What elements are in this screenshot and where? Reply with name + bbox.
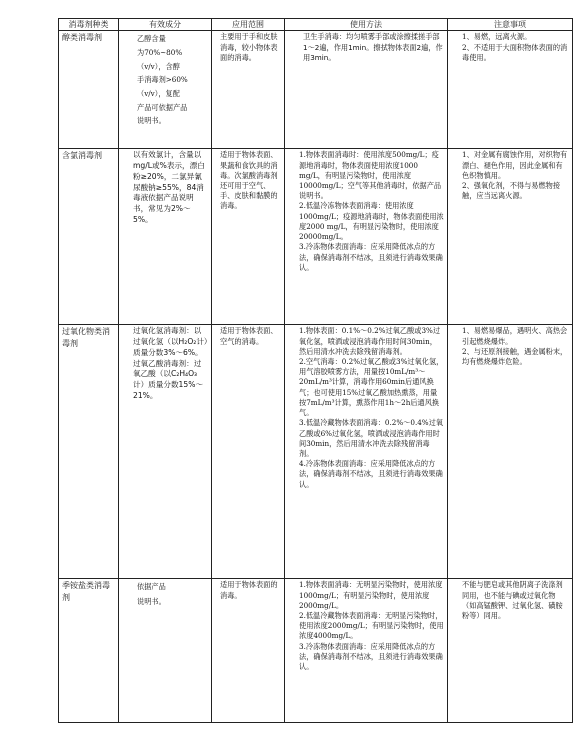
cell-notes: 1、易燃，远离火源。 2、不适用于大面积物体表面的消毒使用。 <box>448 31 573 149</box>
cell-notes: 1、易燃易爆品，遇明火、高热会引起燃烧爆炸。 2、与还原剂接触，遇金属粉末，均有燃烧爆炸危险。 <box>448 325 573 579</box>
cell-ingredient: 乙醇含量 为70%~80% （v/v），含醇 手消毒剂>60% （v/v），复配 产品可依据产品 说明书。 <box>119 31 212 149</box>
cell-scope: 适用于物体表面、果蔬和食饮具的消毒。次氯酸消毒剂还可用于空气、手、皮肤和黏膜的消毒。 <box>212 149 285 325</box>
table-row <box>59 579 573 723</box>
cell-notes: 1、对金属有腐蚀作用，对织物有漂白、褪色作用，因此金属和有色织物慎用。 2、强氧化剂，不得与易燃物接触，应当远离火源。 <box>448 149 573 325</box>
cell-type: 过氧化物类消毒剂 <box>59 325 119 579</box>
header-notes: 注意事项 <box>448 19 573 31</box>
header-scope: 应用范围 <box>212 19 285 31</box>
cell-method: 1.物体表面：0.1%～0.2%过氧乙酸或3%过氧化氢，喷洒或浸泡消毒作用时间30min，然后用清水冲洗去除残留消毒剂。 2.空气消毒：0.2%过氧乙酸或3%过氧化氢，用气溶胶喷雾方法，用量按10mL/m³～20mL/m³计算，消毒作用60min后通风换气；也可使用15%过氧乙酸加热熏蒸，用量按7mL/m³计算，熏蒸作用1h～2h后通风换气。 3.低温冷藏物体表面消毒：0.2%～0.4%过氧乙酸或6%过氧化氢，喷洒或浸泡消毒作用时间30min，然后用清水冲洗去除残留消毒剂。 4.冷冻物体表面消毒：应采用降低冰点的方法，确保消毒剂不结冰，且须进行消毒效果确认。 <box>285 325 448 579</box>
cell-type: 季铵盐类消毒剂 <box>59 579 119 723</box>
header-method: 使用方法 <box>285 19 448 31</box>
table-row <box>59 325 573 579</box>
cell-method: 卫生手消毒：均匀喷雾手部或涂擦揉搓手部1～2遍，作用1min。擦拭物体表面2遍，作用3min。 <box>285 31 448 149</box>
cell-ingredient: 以有效氯计，含量以mg/L或%表示，漂白粉≥20%，二氯异氰尿酸钠≥55%，84消毒液依据产品说明书，常见为2%～5%。 <box>119 149 212 325</box>
cell-ingredient: 过氧化氢消毒剂：以过氧化氢（以H₂O₂计）质量分数3%～6%。过氧乙酸消毒剂：过氧乙酸（以C₂H₄O₃计）质量分数15%～21%。 <box>119 325 212 579</box>
cell-scope: 适用于物体表面的消毒。 <box>212 579 285 723</box>
disinfectant-table <box>58 18 573 723</box>
header-row <box>59 19 573 31</box>
cell-ingredient: 依据产品 说明书。 <box>119 579 212 723</box>
table-row <box>59 149 573 325</box>
cell-notes: 不能与肥皂或其他阴离子洗涤剂同用，也不能与碘或过氧化物（如高锰酸钾、过氧化氢、磺胺粉等）同用。 <box>448 579 573 723</box>
cell-type: 醇类消毒剂 <box>59 31 119 149</box>
cell-method: 1.物体表面消毒时：使用浓度500mg/L；疫源地消毒时，物体表面使用浓度1000 mg/L，有明显污染物时，使用浓度10000mg/L；空气等其他消毒时，依据产品说明书。 2.低温冷冻物体表面消毒：使用浓度1000mg/L；疫源地消毒时，物体表面使用浓度2000 mg/L，有明显污染物时，使用浓度20000mg/L。 3.冷冻物体表面消毒：应采用降低冰点的方法，确保消毒剂不结冰，且须进行消毒效果确认。 <box>285 149 448 325</box>
table-row <box>59 31 573 149</box>
cell-type: 含氯消毒剂 <box>59 149 119 325</box>
header-type: 消毒剂种类 <box>59 19 119 31</box>
header-ingredient: 有效成分 <box>119 19 212 31</box>
cell-method: 1.物体表面消毒：无明显污染物时，使用浓度1000mg/L；有明显污染物时，使用浓度2000mg/L。 2.低温冷藏物体表面消毒：无明显污染物时，使用浓度2000mg/L；有明显污染物时，使用浓度4000mg/L。 3.冷冻物体表面消毒：应采用降低冰点的方法，确保消毒剂不结冰，且须进行消毒效果确认。 <box>285 579 448 723</box>
cell-scope: 适用于物体表面、空气的消毒。 <box>212 325 285 579</box>
cell-scope: 主要用于手和皮肤消毒，较小物体表面的消毒。 <box>212 31 285 149</box>
